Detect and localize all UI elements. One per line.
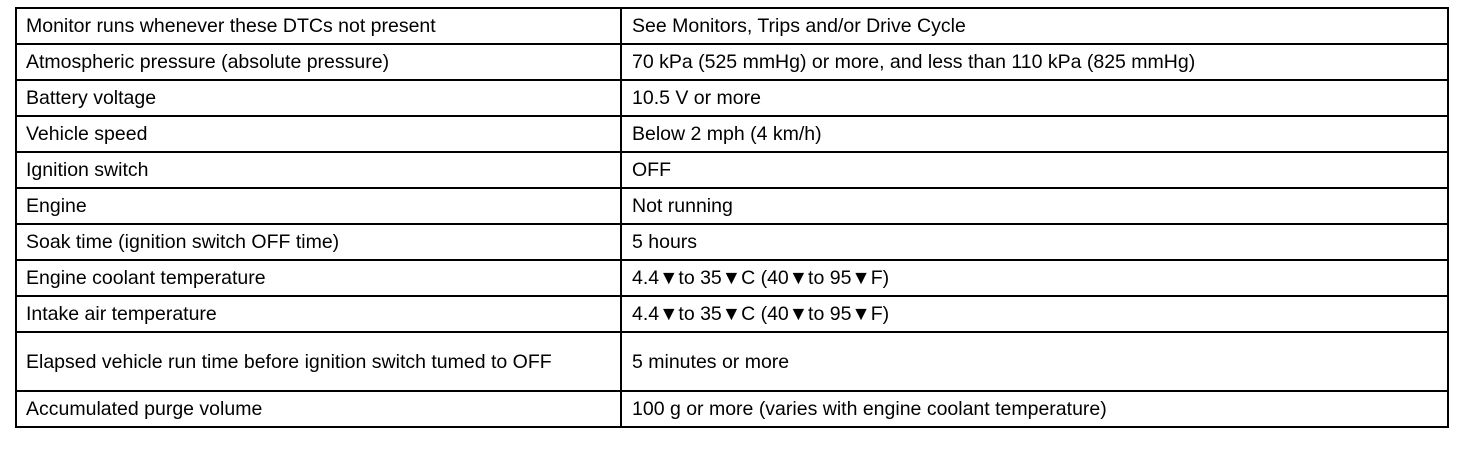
condition-label: Monitor runs whenever these DTCs not present	[16, 8, 621, 44]
condition-value: Below 2 mph (4 km/h)	[621, 116, 1448, 152]
table-row	[16, 188, 1448, 224]
table-row	[16, 224, 1448, 260]
conditions-table	[15, 7, 1449, 428]
condition-value: See Monitors, Trips and/or Drive Cycle	[621, 8, 1448, 44]
condition-label: Vehicle speed	[16, 116, 621, 152]
condition-value: OFF	[621, 152, 1448, 188]
condition-value: Not running	[621, 188, 1448, 224]
table-row	[16, 80, 1448, 116]
table-row	[16, 332, 1448, 391]
table-row	[16, 44, 1448, 80]
table-row	[16, 152, 1448, 188]
condition-value: 10.5 V or more	[621, 80, 1448, 116]
condition-value: 70 kPa (525 mmHg) or more, and less than 110 kPa (825 mmHg)	[621, 44, 1448, 80]
condition-value: 5 minutes or more	[621, 332, 1448, 391]
condition-label: Elapsed vehicle run time before ignition switch tumed to OFF	[16, 332, 621, 391]
condition-value: 4.4▼to 35▼C (40▼to 95▼F)	[621, 296, 1448, 332]
condition-label: Accumulated purge volume	[16, 391, 621, 427]
table-row	[16, 260, 1448, 296]
condition-value: 5 hours	[621, 224, 1448, 260]
condition-label: Battery voltage	[16, 80, 621, 116]
table-row	[16, 296, 1448, 332]
condition-label: Intake air temperature	[16, 296, 621, 332]
condition-label: Atmospheric pressure (absolute pressure)	[16, 44, 621, 80]
condition-value: 4.4▼to 35▼C (40▼to 95▼F)	[621, 260, 1448, 296]
condition-label: Engine	[16, 188, 621, 224]
table-row	[16, 8, 1448, 44]
condition-label: Engine coolant temperature	[16, 260, 621, 296]
table-row	[16, 116, 1448, 152]
condition-label: Soak time (ignition switch OFF time)	[16, 224, 621, 260]
condition-value: 100 g or more (varies with engine coolant temperature)	[621, 391, 1448, 427]
condition-label: Ignition switch	[16, 152, 621, 188]
table-row	[16, 391, 1448, 427]
